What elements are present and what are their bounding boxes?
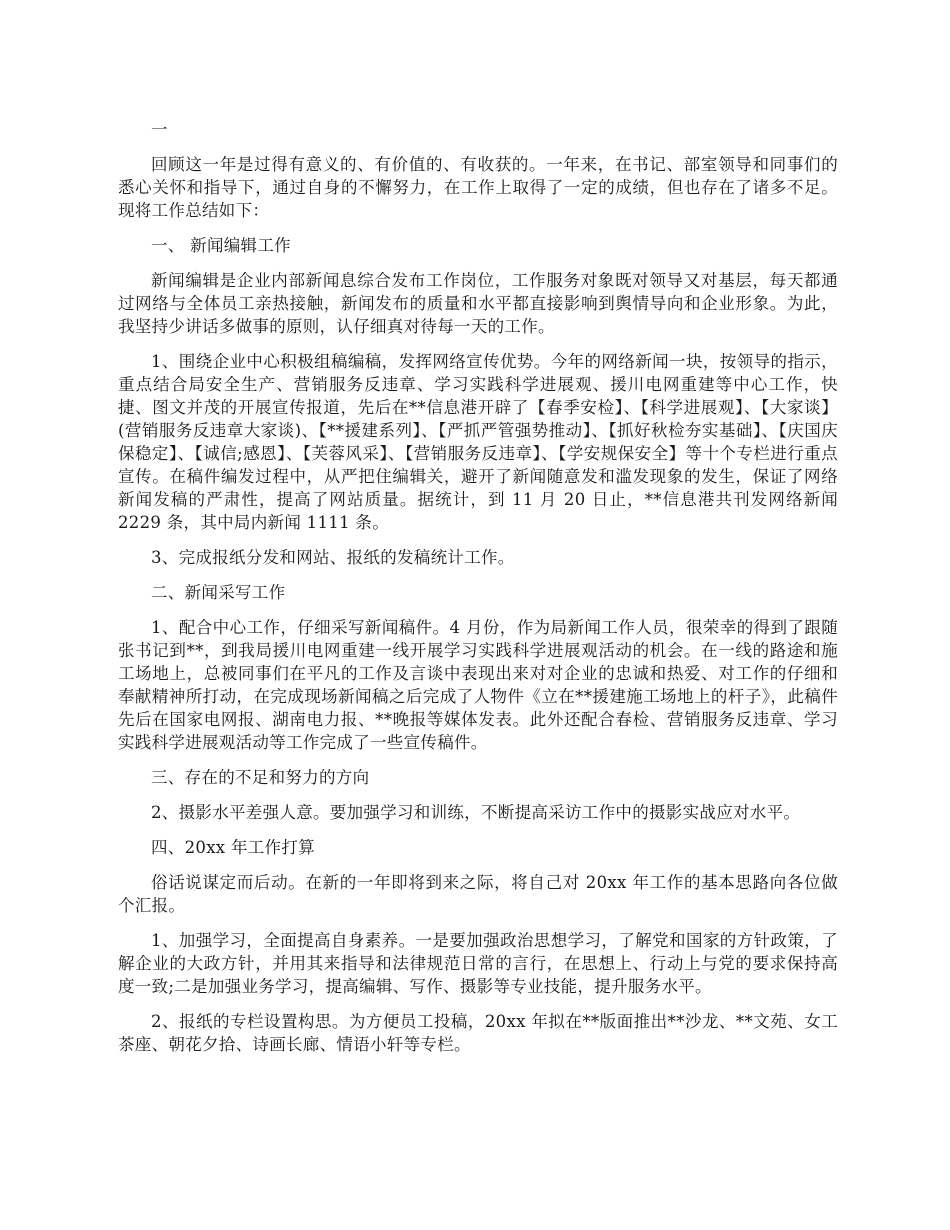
section-marker: 一 [151, 120, 168, 139]
news-editing-paragraph: 新闻编辑是企业内部新闻息综合发布工作岗位，工作服务对象既对领导又对基层，每天都通过网络与全体员工亲热接触，新闻发布的质量和水平都直接影响到舆情导向和企业形象。为此，我坚持少讲话多做事的原则，认仔细真对待每一天的工作。 [118, 271, 838, 336]
shortcomings-item-2: 2、摄影水平差强人意。要加强学习和训练，不断提高采访工作中的摄影实战应对水平。 [151, 803, 801, 822]
section-heading-work-plan: 四、20xx 年工作打算 [151, 838, 315, 857]
work-plan-intro: 俗话说谋定而后动。在新的一年即将到来之际，将自己对 20xx 年工作的基本思路向各位做个汇报。 [118, 873, 838, 915]
work-plan-item-2: 2、报纸的专栏设置构思。为方便员工投稿，20xx 年拟在**版面推出**沙龙、**文苑、女工茶座、朝花夕拾、诗画长廊、情语小轩等专栏。 [118, 1012, 838, 1054]
work-plan-item-1: 1、加强学习，全面提高自身素养。一是要加强政治思想学习，了解党和国家的方针政策，了解企业的大政方针，并用其来指导和法律规范日常的言行，在思想上、行动上与党的要求保持高度一致;二是加强业务学习，提高编辑、写作、摄影等专业技能，提升服务水平。 [118, 931, 838, 996]
news-editing-item-3: 3、完成报纸分发和网站、报纸的发稿统计工作。 [151, 548, 515, 567]
section-heading-shortcomings: 三、存在的不足和努力的方向 [151, 768, 370, 787]
intro-paragraph: 回顾这一年是过得有意义的、有价值的、有收获的。一年来，在书记、部室领导和同事们的悉心关怀和指导下，通过自身的不懈努力，在工作上取得了一定的成绩，但也存在了诸多不足。现将工作总结如下： [118, 155, 838, 220]
section-heading-news-writing: 二、新闻采写工作 [151, 583, 286, 602]
news-writing-item-1: 1、配合中心工作，仔细采写新闻稿件。4 月份，作为局新闻工作人员，很荣幸的得到了跟随张书记到**，到我局援川电网重建一线开展学习实践科学进展观活动的机会。在一线的路途和施工场地上，总被同事们在平凡的工作及言谈中表现出来对对企业的忠诚和热爱、对工作的仔细和奉献精神所打动，在完成现场新闻稿之后完成了人物件《立在**援建施工场地上的杆子》，此稿件先后在国家电网报、湖南电力报、**晚报等媒体发表。此外还配合春检、营销服务反违章、学习实践科学进展观活动等工作完成了一些宣传稿件。 [118, 618, 838, 752]
section-heading-news-editing: 一、 新闻编辑工作 [151, 236, 291, 255]
news-editing-item-1: 1、围绕企业中心积极组稿编稿，发挥网络宣传优势。今年的网络新闻一块，按领导的指示，重点结合局安全生产、营销服务反违章、学习实践科学进展观、援川电网重建等中心工作，快捷、图文并茂的开展宣传报道，先后在**信息港开辟了【春季安检】、【科学进展观】、【大家谈】(营销服务反违章大家谈)、【**援建系列】、【严抓严管强势推动】、【抓好秋检夯实基础】、【庆国庆 保稳定】、【诚信;感恩】、【芙蓉风采】、【营销服务反违章】、【学安规保安全】等十个专栏进行重点宣传。在稿件编发过程中，从严把住编辑关，避开了新闻随意发和滥发现象的发生，保证了网络新闻发稿的严肃性，提高了网站质量。据统计，到 11 月 20 日止，**信息港共刊发网络新闻 2229 条，其中局内新闻 1111 条。 [118, 352, 838, 532]
document-page [118, 118, 838, 1068]
